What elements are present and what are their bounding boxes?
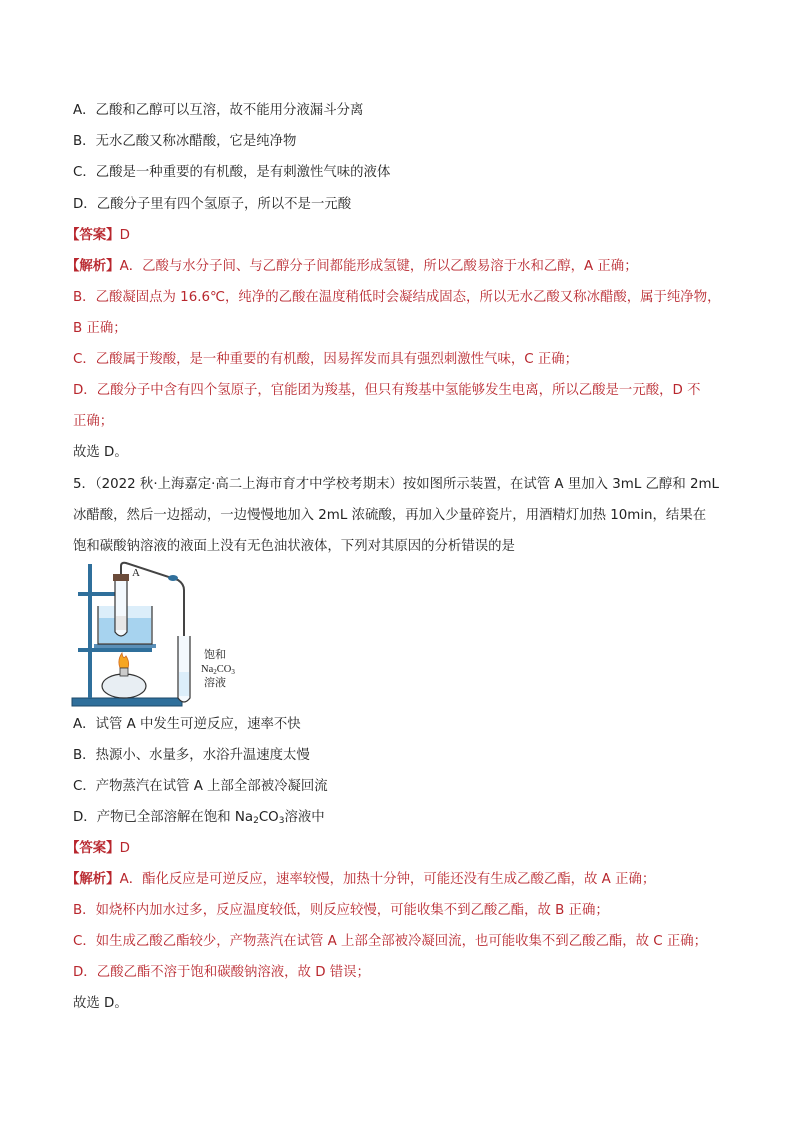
clamp-arm-upper [78,592,118,596]
label-solution: 溶液 [204,676,226,689]
answer-tag: 【答案】 [66,841,120,856]
answer-tag: 【答案】 [66,228,120,243]
q5-answer [66,840,130,858]
option-d-sub: 2 [253,816,259,826]
q4-analysis-line-5: D．乙酸分子中含有四个氢原子，官能团为羧基，但只有羧基中氢能够发生电离，所以乙酸是一元酸，D 不 [73,383,701,398]
analysis-tag: 【解析】 [66,259,120,274]
q4-option-c: C．乙酸是一种重要的有机酸，是有刺激性气味的液体 [73,165,391,180]
label-na2co3: Na2CO3 [201,664,235,676]
q5-stem-line-3: 饱和碳酸钠溶液的液面上没有无色油状液体，下列对其原因的分析错误的是 [73,539,515,554]
stopper [113,574,129,581]
q5-analysis-line-2: B．如烧杯内加水过多，反应温度较低，则反应较慢，可能收集不到乙酸乙酯，故 B 正确； [73,903,609,918]
ring-arm [78,648,152,652]
q4-analysis-line-2: B．乙酸凝固点为 16.6℃，纯净的乙酸在温度稍低时会凝结成固态，所以无水乙酸又称冰醋酸，属于纯净物， [73,290,721,305]
analysis-text: A．酯化反应是可逆反应，速率较慢，加热十分钟，可能还没有生成乙酸乙酯，故 A 正确； [119,872,656,887]
option-d-tail: 溶液中 [284,810,325,825]
q4-answer [66,227,130,245]
flame [119,653,129,668]
q4-analysis-line-6: 正确； [73,414,114,429]
q5-analysis-line-1 [66,871,655,889]
q5-option-c: C．产物蒸汽在试管 A 上部全部被冷凝回流 [73,779,328,794]
label-a: A [132,567,140,579]
q5-option-b: B．热源小、水量多，水浴升温速度太慢 [73,748,310,763]
receiving-solution [179,672,189,696]
alcohol-lamp [102,674,146,698]
stand-base [72,698,182,706]
q4-option-b: B．无水乙酸又称冰醋酸，它是纯净物 [73,134,297,149]
q5-conclusion: 故选 D。 [73,996,128,1011]
q5-option-a: A．试管 A 中发生可逆反应，速率不快 [73,717,301,732]
analysis-tag: 【解析】 [66,872,120,887]
stand-rod [88,564,92,698]
q5-stem-line-1: 5．（2022 秋·上海嘉定·高二上海市育才中学校考期末）按如图所示装置，在试管 A 里加入 3mL 乙醇和 2mL [73,477,719,492]
tube-joint [168,575,178,581]
lamp-wick [120,668,128,676]
q4-analysis-line-3: B 正确； [73,321,127,336]
q4-analysis-line-1 [66,258,638,276]
analysis-text: A．乙酸与水分子间、与乙醇分子间都能形成氢键，所以乙酸易溶于水和乙醇，A 正确； [119,259,638,274]
q4-analysis-line-4: C．乙酸属于羧酸，是一种重要的有机酸，因易挥发而具有强烈刺激性气味，C 正确； [73,352,579,367]
option-d-text: D．产物已全部溶解在饱和 Na [73,810,254,825]
q5-analysis-line-4: D．乙酸乙酯不溶于饱和碳酸钠溶液，故 D 错误； [73,965,370,980]
q5-stem-line-2: 冰醋酸，然后一边摇动，一边慢慢地加入 2mL 浓硫酸，再加入少量碎瓷片，用酒精灯加热 10min，结果在 [73,508,707,523]
option-d-formula: CO [258,810,279,825]
option-d-sub: 3 [278,816,285,826]
q4-option-d: D．乙酸分子里有四个氢原子，所以不是一元酸 [73,197,352,212]
apparatus-figure [70,560,255,710]
q4-conclusion: 故选 D。 [73,445,128,460]
q5-option-d [73,809,325,830]
label-saturated: 饱和 [204,648,226,661]
test-tube-liquid [116,616,126,630]
q5-analysis-line-3: C．如生成乙酸乙酯较少，产物蒸汽在试管 A 上部全部被冷凝回流，也可能收集不到乙酸乙酯，故 C 正确； [73,934,708,949]
q4-option-a: A．乙酸和乙醇可以互溶，故不能用分液漏斗分离 [73,103,364,118]
answer-value: D [119,228,130,243]
answer-value: D [119,841,130,856]
